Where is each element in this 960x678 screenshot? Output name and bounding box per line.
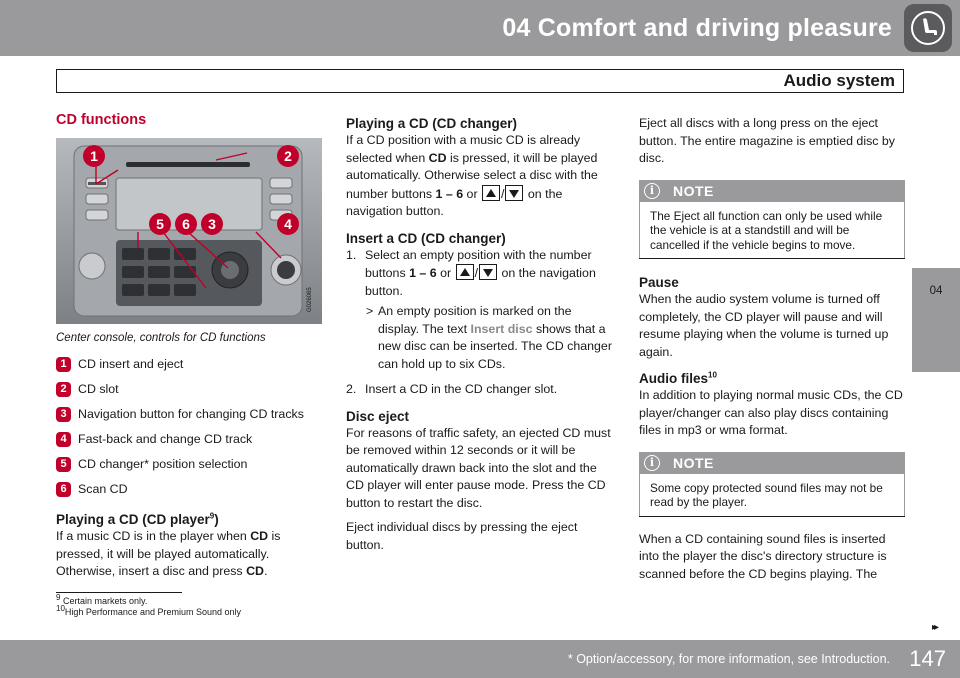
side-tab-label: 04 xyxy=(929,285,943,297)
eject-all-text: Eject all discs with a long press on the eject button. The entire magazine is emptied disc by disc. xyxy=(639,116,895,165)
center-console-photo xyxy=(56,138,322,324)
legend-list xyxy=(56,352,322,502)
column-1 xyxy=(56,112,322,581)
playing-cd-changer-text: If a CD position with a music CD is already selected when CD is pressed, it will be played automatically. Otherwise select a disc with the number buttons 1 – 6 or / on the navigation button. xyxy=(346,133,598,218)
playing-cd-player-heading: Playing a CD (CD player$^9$) xyxy=(56,511,219,527)
seat-icon xyxy=(904,4,952,52)
footnote-rule xyxy=(56,592,182,593)
playing-cd-changer-heading: Playing a CD (CD changer) xyxy=(346,116,518,131)
step-1: 1. Select an empty position with the number buttons 1 – 6 or / on the navigation button. xyxy=(346,247,596,298)
section-bar xyxy=(56,69,904,93)
legend-text: CD insert and eject xyxy=(78,356,184,371)
footer-note: * Option/accessory, for more information, see Introduction. xyxy=(567,652,890,666)
disc-eject-heading: Disc eject xyxy=(346,408,410,424)
footer-band xyxy=(0,640,960,678)
up-arrow-icon xyxy=(482,185,500,201)
note-label: NOTE xyxy=(673,454,714,471)
legend-badge: 4 xyxy=(56,432,71,447)
info-icon: i xyxy=(644,183,660,199)
column-2 xyxy=(346,112,612,554)
pause-heading: Pause xyxy=(639,275,679,290)
playing-cd-player-text: If a music CD is in the player when CD is pressed, it will be played automatically. Otherwise, insert a disc and press CD. xyxy=(56,529,281,578)
insert-cd-heading: Insert a CD (CD changer) xyxy=(346,230,506,246)
legend-badge: 1 xyxy=(56,357,71,372)
up-arrow-icon xyxy=(456,264,474,280)
chapter-title: 04 Comfort and driving pleasure xyxy=(502,14,892,42)
step-2: 2. Insert a CD in the CD changer slot. xyxy=(346,382,558,396)
callout-3: 3 xyxy=(208,215,216,232)
footnote: 10High Performance and Premium Sound only xyxy=(56,604,241,617)
section-title: Audio system xyxy=(783,71,895,90)
info-icon: i xyxy=(644,455,660,471)
chapter-side-tab xyxy=(912,268,960,372)
disc-eject-text: For reasons of traffic safety, an ejected CD must be removed within 12 seconds or it will be automatically drawn back into the slot and the CD player will enter pause mode. Press the CD button to restart the disc. xyxy=(346,425,611,510)
note-text: Some copy protected sound files may not be read by the player. xyxy=(639,474,905,516)
sound-files-text: When a CD containing sound files is inserted into the player the disc's directory structure is scanned before the CD begins playing. The xyxy=(639,531,887,581)
footnote: 9 Certain markets only. xyxy=(56,593,148,606)
footnotes xyxy=(56,592,241,618)
note-box xyxy=(639,180,905,260)
header-band xyxy=(0,0,960,56)
legend-badge: 2 xyxy=(56,382,71,397)
down-arrow-icon xyxy=(479,264,497,280)
legend-text: CD slot xyxy=(78,381,119,396)
legend-text: Scan CD xyxy=(78,481,128,496)
legend-item xyxy=(56,477,322,502)
image-code: G026065 xyxy=(307,286,313,312)
callout-2: 2 xyxy=(284,147,292,164)
pause-text: When the audio system volume is turned off completely, the CD player will pause and will resume playing when the volume is turned up again. xyxy=(639,292,889,359)
legend-badge: 5 xyxy=(56,457,71,472)
legend-text: Fast-back and change CD track xyxy=(78,431,253,446)
disc-eject-individual-text: Eject individual discs by pressing the eject button. xyxy=(346,520,578,552)
callout-4: 4 xyxy=(284,215,292,232)
note-box xyxy=(639,452,905,517)
page-number: 147 xyxy=(909,646,946,671)
legend-item xyxy=(56,352,322,377)
legend-badge: 3 xyxy=(56,407,71,422)
note-text: The Eject all function can only be used while the vehicle is at a standstill and will be cancelled if the vehicle begins to move. xyxy=(639,202,905,259)
legend-badge: 6 xyxy=(56,482,71,497)
audio-files-text: In addition to playing normal music CDs, the CD player/changer can also play discs containing files in mp3 or wma format. xyxy=(639,388,903,437)
legend-item xyxy=(56,452,322,477)
audio-files-heading: Audio files$^{10}$ xyxy=(639,370,717,386)
down-arrow-icon xyxy=(505,185,523,201)
next-page-arrows-icon[interactable]: ▸▸ xyxy=(931,622,936,633)
callout-1: 1 xyxy=(90,147,98,164)
column-3 xyxy=(639,112,905,583)
callout-5: 5 xyxy=(156,215,164,232)
legend-item xyxy=(56,427,322,452)
step-1-result: > An empty position is marked on the display. The text Insert disc shows that a new disc can be inserted. The CD changer can hold up to six CDs. xyxy=(366,304,612,371)
legend-text: CD changer* position selection xyxy=(78,456,248,471)
legend-item xyxy=(56,377,322,402)
legend-text: Navigation button for changing CD tracks xyxy=(78,406,304,421)
legend-item xyxy=(56,402,322,427)
image-caption: Center console, controls for CD functions xyxy=(56,331,266,344)
note-label: NOTE xyxy=(673,182,714,199)
callout-6: 6 xyxy=(182,215,190,232)
cd-functions-heading: CD functions xyxy=(56,112,147,128)
